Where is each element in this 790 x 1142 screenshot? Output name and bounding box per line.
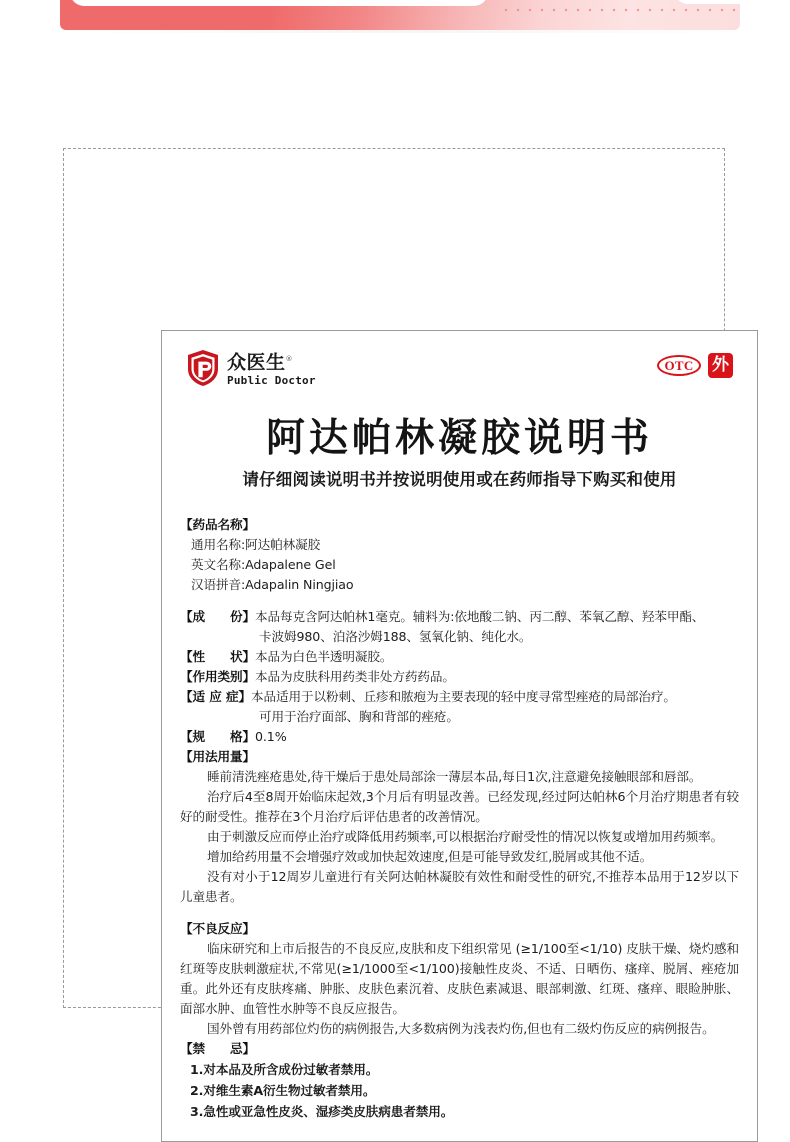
- otc-badge: OTC: [657, 355, 701, 376]
- brand-name-en: Public Doctor: [227, 373, 316, 387]
- label-specification: 【规 格】: [180, 729, 255, 744]
- external-use-badge: 外: [708, 353, 733, 378]
- regulatory-badges: [657, 353, 733, 378]
- section-composition: [180, 607, 739, 627]
- brand-name-cn: [227, 349, 316, 372]
- page-subtitle: 请仔细阅读说明书并按说明使用或在药师指导下购买和使用: [242, 470, 677, 489]
- section-heading-dosage: 【用法用量】: [180, 749, 255, 764]
- spacer: [180, 595, 739, 607]
- category-text: 本品为皮肤科用药类非处方药药品。: [254, 669, 455, 684]
- dosage-paragraph-2: 治疗后4至8周开始临床起效,3个月后有明显改善。已经发现,经过阿达帕林6个月治疗期患者有较好的耐受性。推荐在3个月治疗后评估患者的改善情况。: [180, 789, 739, 824]
- brand-wordmark: [227, 349, 316, 386]
- label-category: 【作用类别】: [180, 669, 255, 684]
- brand-name-cn-text: 众医生: [227, 351, 286, 374]
- section-specification: [180, 727, 739, 747]
- appearance-text: 本品为白色半透明凝胶。: [254, 649, 393, 664]
- promo-banner-strip: [60, 0, 740, 30]
- english-name-line: 英文名称:Adapalene Gel: [191, 557, 336, 572]
- insert-header: [180, 345, 739, 389]
- specification-text: 0.1%: [254, 729, 287, 744]
- generic-name-line: 通用名称:阿达帕林凝胶: [191, 537, 321, 552]
- section-heading-adverse-reactions: 【不良反应】: [180, 921, 255, 936]
- pinyin-name-line: 汉语拼音:Adapalin Ningjiao: [191, 577, 354, 592]
- dosage-paragraph-3: 由于刺激反应而停止治疗或降低用药频率,可以根据治疗耐受性的情况以恢复或增加用药频率。: [207, 829, 724, 844]
- section-heading-contraindications: 【禁 忌】: [180, 1041, 255, 1056]
- section-appearance: [180, 647, 739, 667]
- page-title: 阿达帕林凝胶说明书: [265, 415, 653, 461]
- insert-body: [180, 515, 739, 1122]
- shield-logo-icon: [186, 349, 220, 387]
- contraindication-item: 3.急性或亚急性皮炎、湿疹类皮肤病患者禁用。: [190, 1104, 454, 1119]
- contraindication-item: 1.对本品及所含成份过敏者禁用。: [190, 1062, 379, 1077]
- label-appearance: 【性 状】: [180, 649, 255, 664]
- adverse-reactions-paragraph-1: 临床研究和上市后报告的不良反应,皮肤和皮下组织常见 (≥1/100至<1/10) 皮肤干燥、烧灼感和红斑等皮肤刺激症状,不常见(≥1/1000至<1/100)接触性皮炎、不适、日晒伤、瘙痒、脱屑、痤疮加重。此外还有皮肤疼痛、肿胀、皮肤色素沉着、皮肤色素减退、眼部刺激、红斑、瘙痒、眼睑肿胀、面部水肿、血管性水肿等不良反应报告。: [180, 941, 739, 1016]
- dosage-paragraph-1: 睡前清洗痤疮患处,待干燥后于患处局部涂一薄层本品,每日1次,注意避免接触眼部和唇部。: [207, 769, 702, 784]
- banner-dot-pattern: [500, 4, 740, 16]
- package-insert-card: [161, 330, 758, 1142]
- banner-white-panel-left: [70, 0, 488, 6]
- section-category: [180, 667, 739, 687]
- composition-text-line2: 卡波姆980、泊洛沙姆188、氢氧化钠、纯化水。: [259, 629, 532, 644]
- section-indications: [180, 687, 739, 707]
- contraindication-item: 2.对维生素A衍生物过敏者禁用。: [190, 1083, 376, 1098]
- registered-trademark-icon: ®: [285, 355, 294, 364]
- brand-logo: [186, 349, 316, 387]
- spacer: [180, 907, 739, 919]
- dosage-paragraph-5: 没有对小于12周岁儿童进行有关阿达帕林凝胶有效性和耐受性的研究,不推荐本品用于12岁以下儿童患者。: [180, 869, 739, 904]
- banner-bottom-fade: [60, 30, 740, 33]
- label-composition: 【成 份】: [180, 609, 255, 624]
- section-heading-drug-name: 【药品名称】: [180, 517, 255, 532]
- indications-text-line2: 可用于治疗面部、胸和背部的痤疮。: [259, 709, 459, 724]
- indications-text-line1: 本品适用于以粉刺、丘疹和脓疱为主要表现的轻中度寻常型痤疮的局部治疗。: [251, 689, 676, 704]
- document-dashed-frame: [63, 148, 739, 1119]
- label-indications: 【适 应 症】: [180, 689, 252, 704]
- composition-text-line1: 本品每克含阿达帕林1毫克。辅料为:依地酸二钠、丙二醇、苯氧乙醇、羟苯甲酯、: [254, 609, 705, 624]
- adverse-reactions-paragraph-2: 国外曾有用药部位灼伤的病例报告,大多数病例为浅表灼伤,但也有二级灼伤反应的病例报告。: [207, 1021, 715, 1036]
- dosage-paragraph-4: 增加给药用量不会增强疗效或加快起效速度,但是可能导致发红,脱屑或其他不适。: [207, 849, 653, 864]
